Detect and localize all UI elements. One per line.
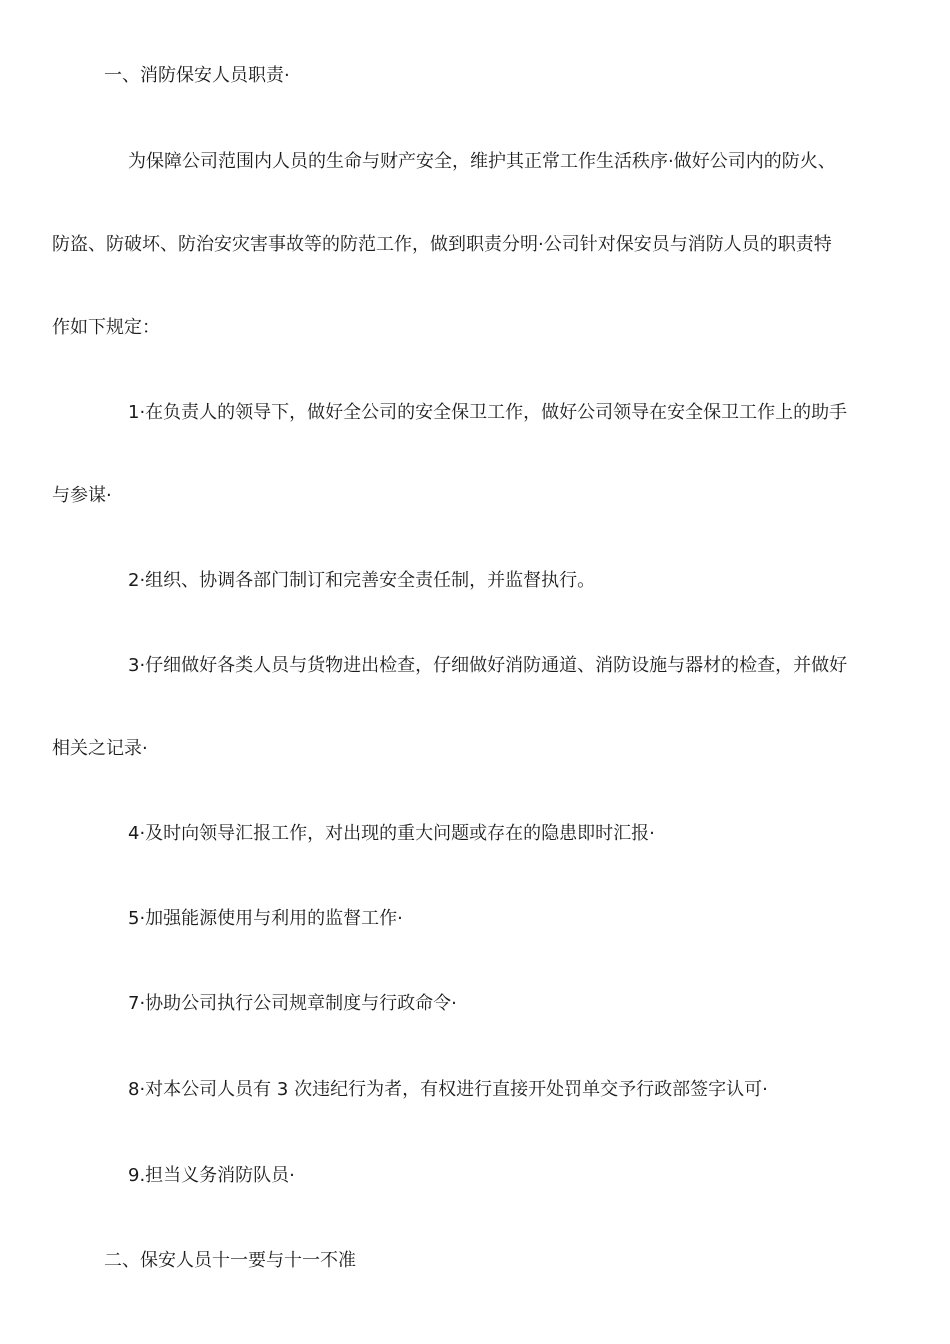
list-item-7: 7·协助公司执行公司规章制度与行政命令· xyxy=(128,993,457,1014)
list-item-3-line-1: 3·仔细做好各类人员与货物进出检查，仔细做好消防通道、消防设施与器材的检查，并做好 xyxy=(128,655,848,676)
list-item-1-line-2: 与参谋· xyxy=(52,485,112,506)
intro-paragraph-line-1: 为保障公司范围内人员的生命与财产安全，维护其正常工作生活秩序·做好公司内的防火、 xyxy=(128,151,836,172)
intro-paragraph-line-2: 防盗、防破坏、防治安灾害事故等的防范工作，做到职责分明·公司针对保安员与消防人员的职责特 xyxy=(52,234,832,255)
list-item-2: 2·组织、协调各部门制订和完善安全责任制，并监督执行。 xyxy=(128,570,596,591)
section-heading-rules: 二、保安人员十一要与十一不准 xyxy=(104,1250,356,1271)
list-item-8: 8·对本公司人员有 3 次违纪行为者，有权进行直接开处罚单交予行政部签字认可· xyxy=(128,1079,768,1100)
list-item-3-line-2: 相关之记录· xyxy=(52,738,148,759)
list-item-9: 9.担当义务消防队员· xyxy=(128,1165,295,1186)
list-item-5: 5·加强能源使用与利用的监督工作· xyxy=(128,908,403,929)
intro-paragraph-line-3: 作如下规定： xyxy=(52,317,160,338)
list-item-1-line-1: 1·在负责人的领导下，做好全公司的安全保卫工作，做好公司领导在安全保卫工作上的助手 xyxy=(128,402,848,423)
list-item-4: 4·及时向领导汇报工作，对出现的重大问题或存在的隐患即时汇报· xyxy=(128,823,655,844)
section-heading-responsibilities: 一、消防保安人员职责· xyxy=(104,65,290,86)
